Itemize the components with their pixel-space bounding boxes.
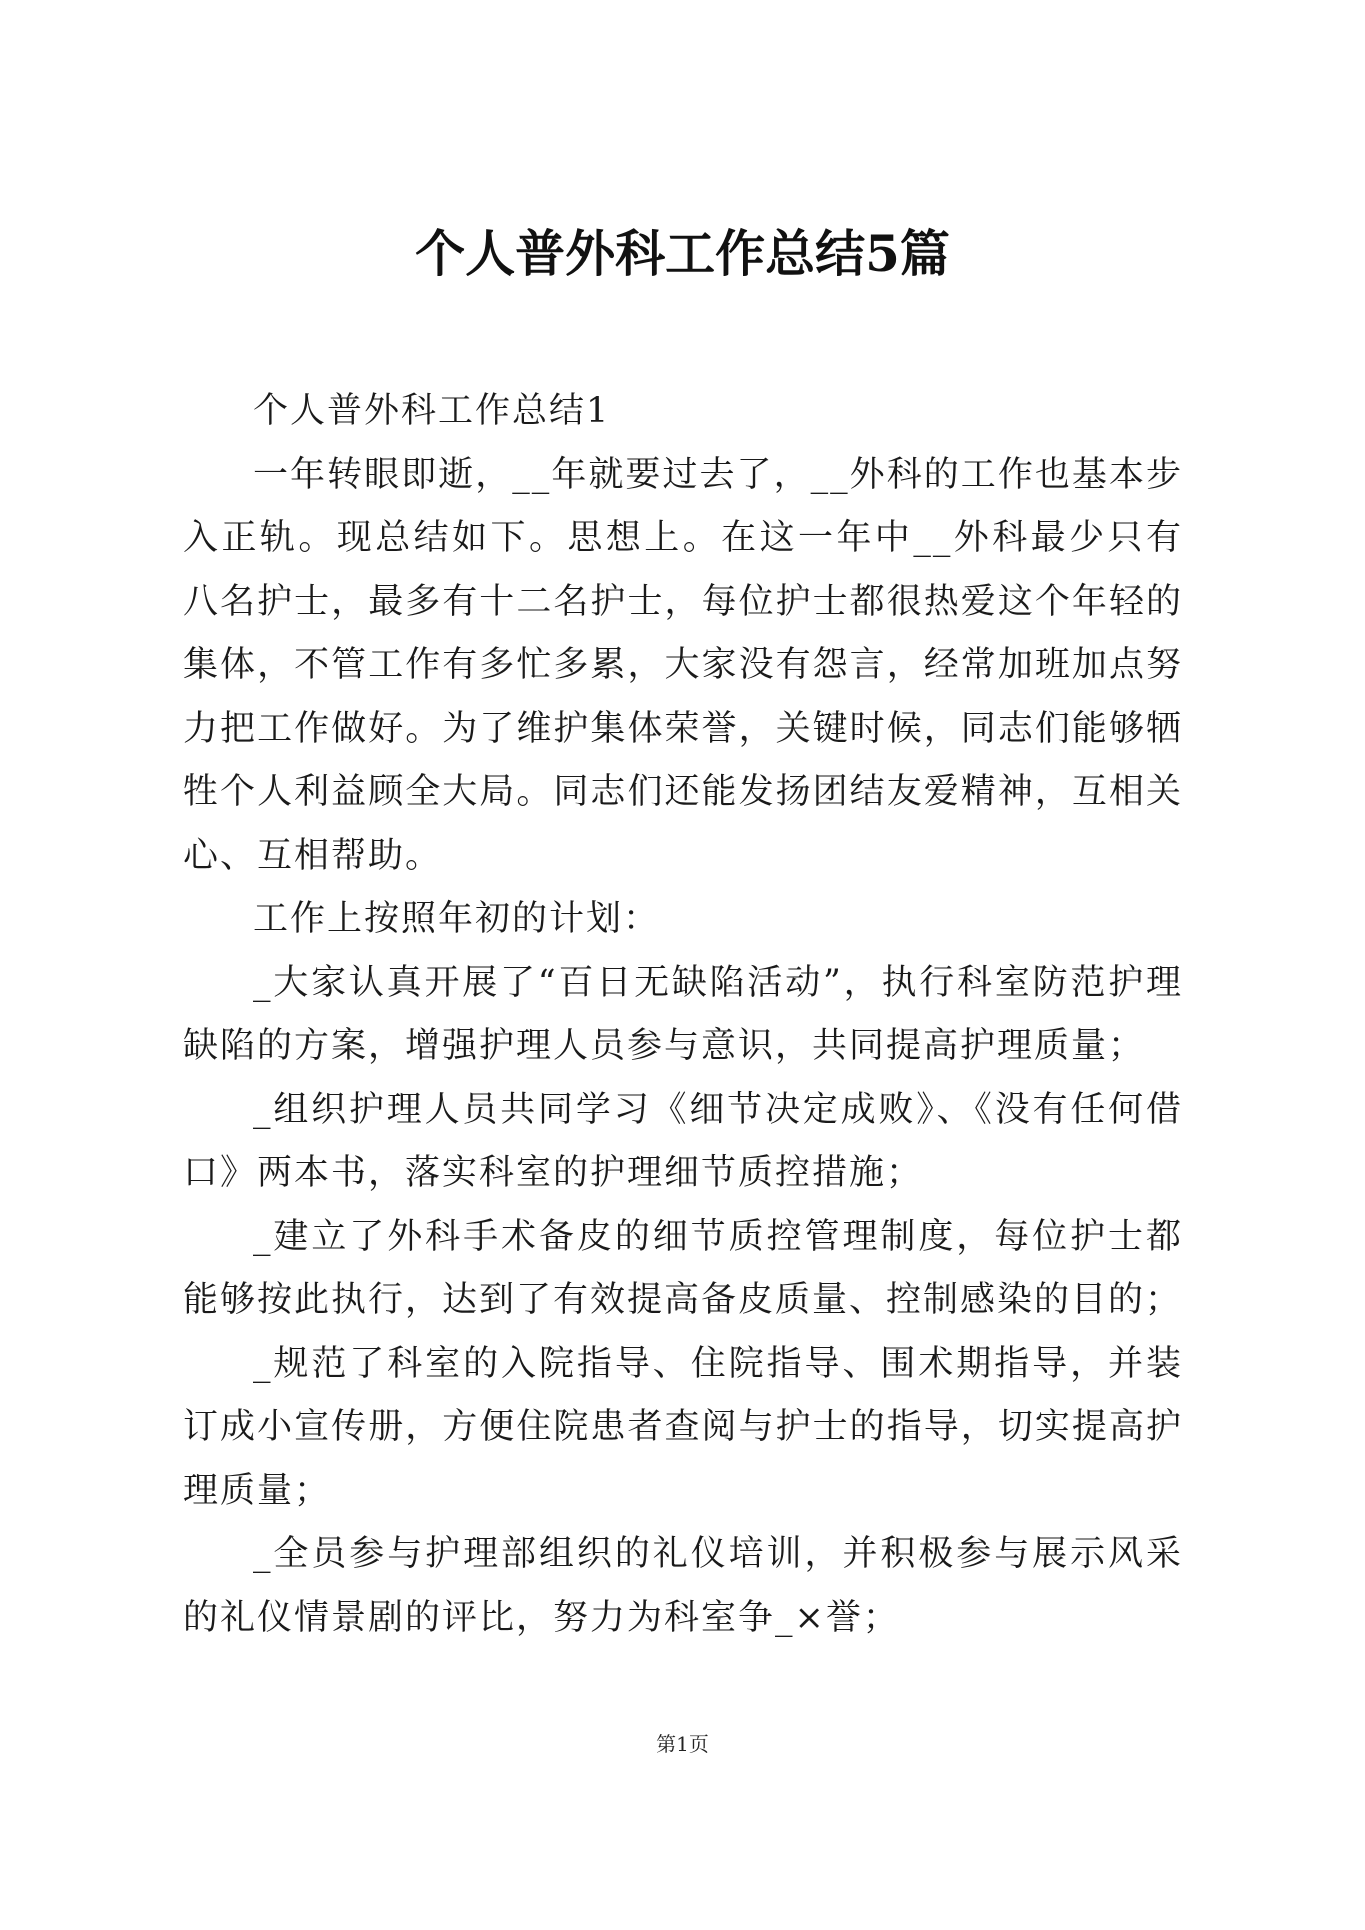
paragraph: _组织护理人员共同学习《细节决定成败》、《没有任何借口》两本书，落实科室的护理细节质控措施； xyxy=(183,1089,1183,1193)
page-number: 第1页 xyxy=(656,1732,709,1756)
document-body xyxy=(183,380,1183,1650)
paragraph: _全员参与护理部组织的礼仪培训，并积极参与展示风采的礼仪情景剧的评比，努力为科室争_×誉； xyxy=(183,1534,1183,1638)
paragraph: _建立了外科手术备皮的细节质控管理制度，每位护士都能够按此执行，达到了有效提高备皮质量、控制感染的目的； xyxy=(183,1216,1183,1320)
paragraph: _规范了科室的入院指导、住院指导、围术期指导，并装订成小宣传册，方便住院患者查阅与护士的指导，切实提高护理质量； xyxy=(183,1343,1183,1511)
paragraph: 工作上按照年初的计划： xyxy=(253,899,661,939)
document-title: 个人普外科工作总结5篇 xyxy=(415,224,950,283)
paragraph: _大家认真开展了“百日无缺陷活动”，执行科室防范护理缺陷的方案，增强护理人员参与意识，共同提高护理质量； xyxy=(183,962,1183,1066)
paragraph: 一年转眼即逝，__年就要过去了，__外科的工作也基本步入正轨。现总结如下。思想上。在这一年中__外科最少只有八名护士，最多有十二名护士，每位护士都很热爱这个年轻的集体，不管工作有多忙多累，大家没有怨言，经常加班加点努力把工作做好。为了维护集体荣誉，关键时候，同志们能够牺牲个人利益顾全大局。同志们还能发扬团结友爱精神，互相关心、互相帮助。 xyxy=(183,454,1183,876)
section-heading: 个人普外科工作总结1 xyxy=(253,391,611,431)
